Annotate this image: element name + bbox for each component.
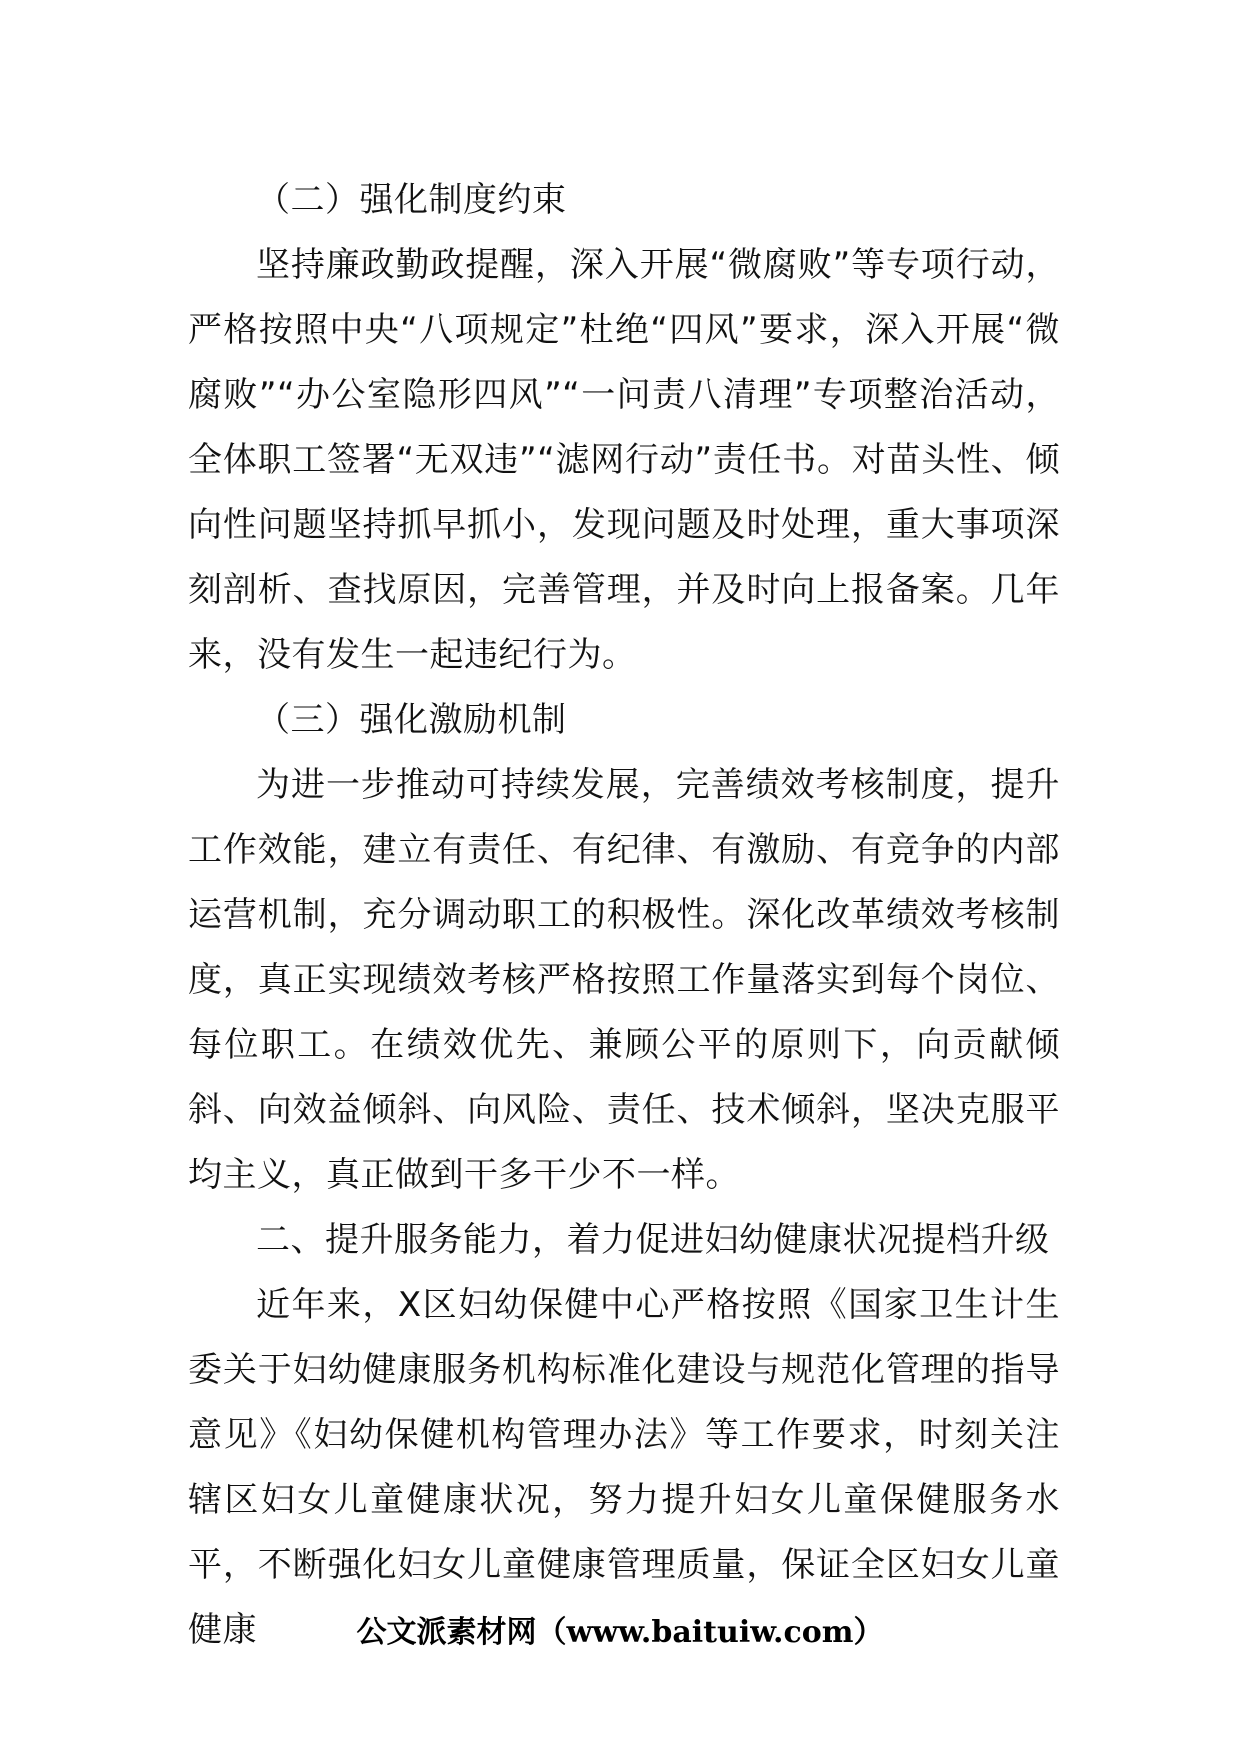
document-body bbox=[188, 168, 1060, 1663]
footer-watermark: 公文派素材网（www.baituiw.com） bbox=[356, 1615, 884, 1650]
paragraph-discipline: 坚持廉政勤政提醒，深入开展“微腐败”等专项行动，严格按照中央“八项规定”杜绝“四风”要求，深入开展“微腐败”“办公室隐形四风”“一问责八清理”专项整治活动，全体职工签署“无双违”“滤网行动”责任书。对苗头性、倾向性问题坚持抓早抓小，发现问题及时处理，重大事项深刻剖析、查找原因，完善管理，并及时向上报备案。几年来，没有发生一起违纪行为。 bbox=[188, 245, 1060, 675]
paragraph-incentive: 为进一步推动可持续发展，完善绩效考核制度，提升工作效能，建立有责任、有纪律、有激励、有竞争的内部运营机制，充分调动职工的积极性。深化改革绩效考核制度，真正实现绩效考核严格按照工作量落实到每个岗位、每位职工。在绩效优先、兼顾公平的原则下，向贡献倾斜、向效益倾斜、向风险、责任、技术倾斜，坚决克服平均主义，真正做到干多干少不一样。 bbox=[188, 765, 1060, 1195]
subheading-three: （三）强化激励机制 bbox=[256, 700, 567, 740]
subheading-two: （二）强化制度约束 bbox=[256, 180, 567, 220]
section-heading-two: 二、提升服务能力，着力促进妇幼健康状况提档升级 bbox=[256, 1220, 1050, 1260]
paragraph-service: 近年来，X区妇幼保健中心严格按照《国家卫生计生委关于妇幼健康服务机构标准化建设与规范化管理的指导意见》《妇幼保健机构管理办法》等工作要求，时刻关注辖区妇女儿童健康状况，努力提升妇女儿童保健服务水平，不断强化妇女儿童健康管理质量，保证全区妇女儿童健康 bbox=[188, 1285, 1060, 1650]
